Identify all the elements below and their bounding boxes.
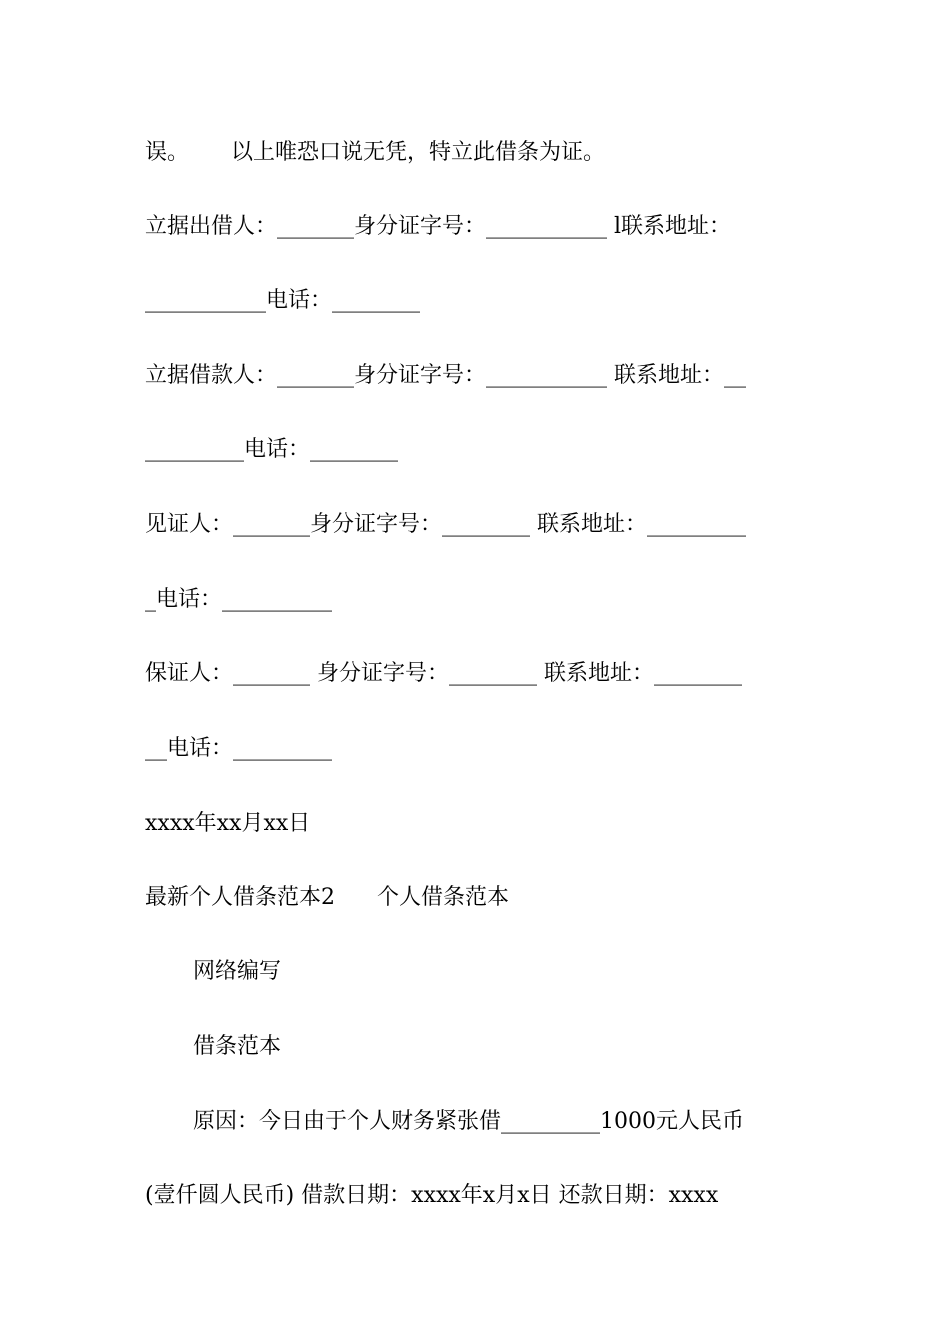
guarantor-line: 保证人：_______ 身分证字号：________ 联系地址：________ xyxy=(145,661,742,686)
witness-line: 见证人：_______身分证字号：________ 联系地址：_________ xyxy=(145,512,746,537)
section-title: 最新个人借条范本2 个人借条范本 xyxy=(145,885,509,910)
dates-line: (壹仟圆人民币) 借款日期：xxxx年x月x日 还款日期：xxxx xyxy=(145,1183,719,1208)
text-line: 误。 以上唯恐口说无凭，特立此借条为证。 xyxy=(145,140,605,165)
lender-line: 立据出借人：_______身分证字号：___________ l联系地址： xyxy=(145,214,732,239)
subtitle-line: 借条范本 xyxy=(193,1034,282,1059)
guarantor-phone-line: __电话：_________ xyxy=(145,736,333,761)
witness-phone-line: _电话：__________ xyxy=(145,587,333,612)
date-line: xxxx年xx月xx日 xyxy=(145,811,311,836)
borrower-phone-line: _________电话：________ xyxy=(145,437,399,462)
lender-phone-line: ___________电话：________ xyxy=(145,288,421,313)
author-line: 网络编写 xyxy=(193,959,282,984)
borrower-line: 立据借款人：_______身分证字号：___________ 联系地址：__ xyxy=(145,363,746,388)
reason-line: 原因：今日由于个人财务紧张借_________1000元人民币 xyxy=(193,1109,744,1134)
